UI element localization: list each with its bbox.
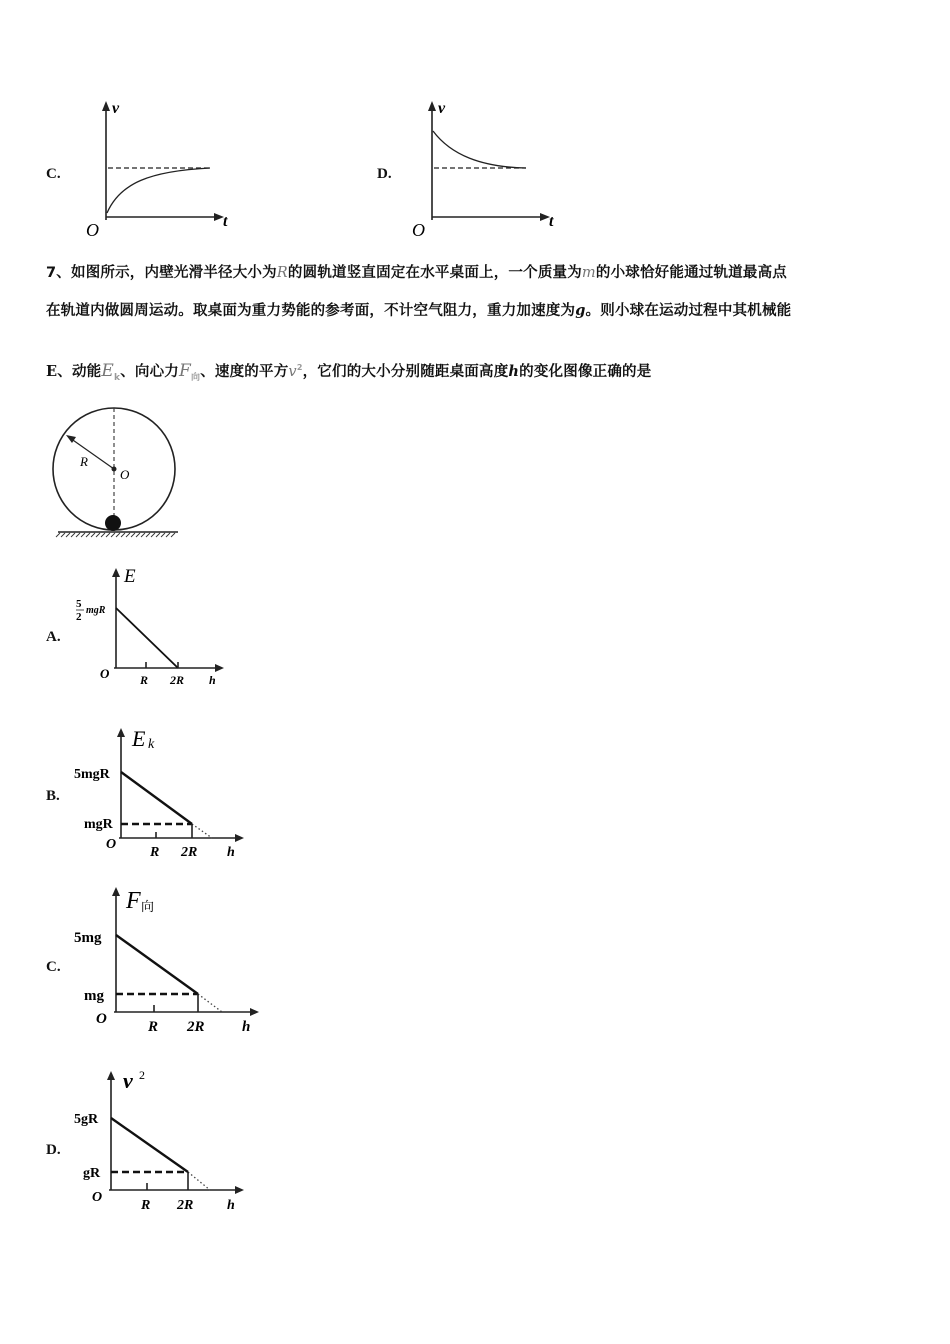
b-xtick-R: R (150, 845, 160, 860)
q-text-1a: 7、如图所示，内壁光滑半径大小为 (46, 265, 277, 281)
c2-origin: O (96, 1011, 107, 1027)
d-y-arrow (428, 101, 436, 111)
q-sym-Ek: E (101, 361, 114, 381)
option-b-label: B. (46, 788, 60, 804)
d2-y-top: 5gR (74, 1112, 99, 1127)
d2-vsq-line (111, 1118, 188, 1172)
c2-x-arrow (250, 1008, 259, 1016)
c2-ylabel: F (126, 888, 141, 914)
q-sym-v-sup: 2 (296, 363, 303, 373)
q-sym-Ek-sub: k (114, 372, 121, 383)
c2-y-arrow (112, 887, 120, 896)
q-text-1c: 的小球恰好能通过轨道最高点 (595, 265, 787, 281)
option-c-label: C. (46, 959, 61, 975)
b-ylabel: E (132, 726, 146, 751)
d2-extension (188, 1172, 210, 1190)
c2-y-low: mg (84, 988, 104, 1004)
a-xlabel: h (209, 673, 216, 687)
q-sym-F-sub: 向 (191, 372, 201, 383)
q-sym-m: m (581, 265, 596, 281)
q-text-3e: ，它们的大小分别随距桌面高度 (302, 364, 509, 380)
circular-track-figure (50, 400, 190, 545)
d2-xtick-2R: 2R (177, 1198, 194, 1213)
ball (105, 515, 121, 531)
d2-origin: O (92, 1190, 103, 1205)
a-y-top-text: mgR (86, 605, 106, 616)
q-text-2: 在轨道内做圆周运动。取桌面为重力势能的参考面，不计空气阻力，重力加速度为 (46, 303, 576, 319)
c2-y-top: 5mg (74, 930, 102, 946)
center-label: O (120, 467, 130, 482)
b-extension (192, 824, 212, 838)
d2-y-low: gR (83, 1166, 101, 1181)
d2-xtick-R: R (141, 1198, 151, 1213)
b-xlabel: h (227, 845, 235, 860)
d2-ylabel: v (123, 1068, 133, 1093)
c-axis-v: v (112, 100, 120, 117)
b-y-arrow (117, 728, 125, 737)
c-origin: O (86, 220, 99, 240)
a-y-top-num: 5 (76, 598, 82, 610)
d2-x-arrow (235, 1186, 244, 1194)
question-line-3 (46, 360, 651, 383)
b-xtick-2R: 2R (181, 845, 198, 860)
b-y-low: mgR (84, 817, 113, 832)
b-kinetic-line (121, 772, 192, 824)
question-line-1 (46, 261, 787, 282)
d2-ylabel-sup: 2 (139, 1068, 145, 1082)
option-c-graph (72, 878, 267, 1043)
option-d-label: D. (46, 1142, 61, 1158)
d-axis-v: v (438, 100, 446, 117)
q-text-3f: 的变化图像正确的是 (519, 364, 652, 380)
option-a-graph (72, 562, 232, 692)
a-xtick-R: R (140, 673, 149, 687)
c2-extension (198, 994, 222, 1012)
c-axis-t: t (223, 213, 228, 230)
a-xtick-2R: 2R (170, 673, 185, 687)
b-ylabel-sub: k (148, 737, 155, 752)
option-b-graph (72, 720, 252, 865)
q-sym-E: E (46, 363, 58, 380)
a-y-top-den: 2 (76, 611, 82, 623)
c-y-arrow (102, 101, 110, 111)
a-origin: O (100, 666, 110, 681)
q-text-3d: 、速度的平方 (200, 364, 289, 380)
c-curve (107, 168, 210, 213)
option-d-graph (72, 1062, 252, 1217)
q-sym-g: g (575, 302, 586, 319)
c2-xlabel: h (242, 1019, 251, 1035)
d-origin: O (412, 220, 425, 240)
d-axis-t: t (549, 213, 554, 230)
prev-option-c-label: C. (46, 166, 61, 182)
a-ylabel: E (124, 566, 136, 587)
prev-option-d-label: D. (377, 166, 392, 182)
prev-option-d-graph (406, 95, 571, 245)
table-hatching (56, 533, 175, 537)
c2-xtick-R: R (148, 1019, 159, 1035)
radius-label: R (80, 454, 88, 469)
prev-option-c-graph (80, 95, 245, 245)
q-text-1b: 的圆轨道竖直固定在水平桌面上，一个质量为 (287, 265, 582, 281)
q-sym-F: F (179, 361, 191, 381)
radius-line (70, 438, 114, 469)
b-x-arrow (235, 834, 244, 842)
q-text-3b: 、动能 (57, 364, 102, 380)
c2-xtick-2R: 2R (187, 1019, 205, 1035)
q-text-2-end: 。则小球在运动过程中其机械能 (585, 303, 792, 319)
q-sym-v: v (288, 364, 297, 380)
q-sym-R: R (276, 265, 288, 281)
d2-xlabel: h (227, 1198, 235, 1213)
c2-force-line (116, 935, 198, 994)
q-sym-h: h (508, 363, 520, 380)
a-y-arrow (112, 568, 120, 577)
d-curve (433, 131, 526, 168)
center-dot (112, 467, 117, 472)
q-text-3c: 、向心力 (120, 364, 179, 380)
c2-ylabel-sub: 向 (141, 900, 155, 915)
a-x-arrow (215, 664, 224, 672)
d2-y-arrow (107, 1071, 115, 1080)
question-line-2 (46, 299, 791, 320)
a-energy-line (116, 608, 178, 668)
b-y-top: 5mgR (74, 767, 110, 782)
option-a-label: A. (46, 629, 61, 645)
b-origin: O (106, 837, 117, 852)
